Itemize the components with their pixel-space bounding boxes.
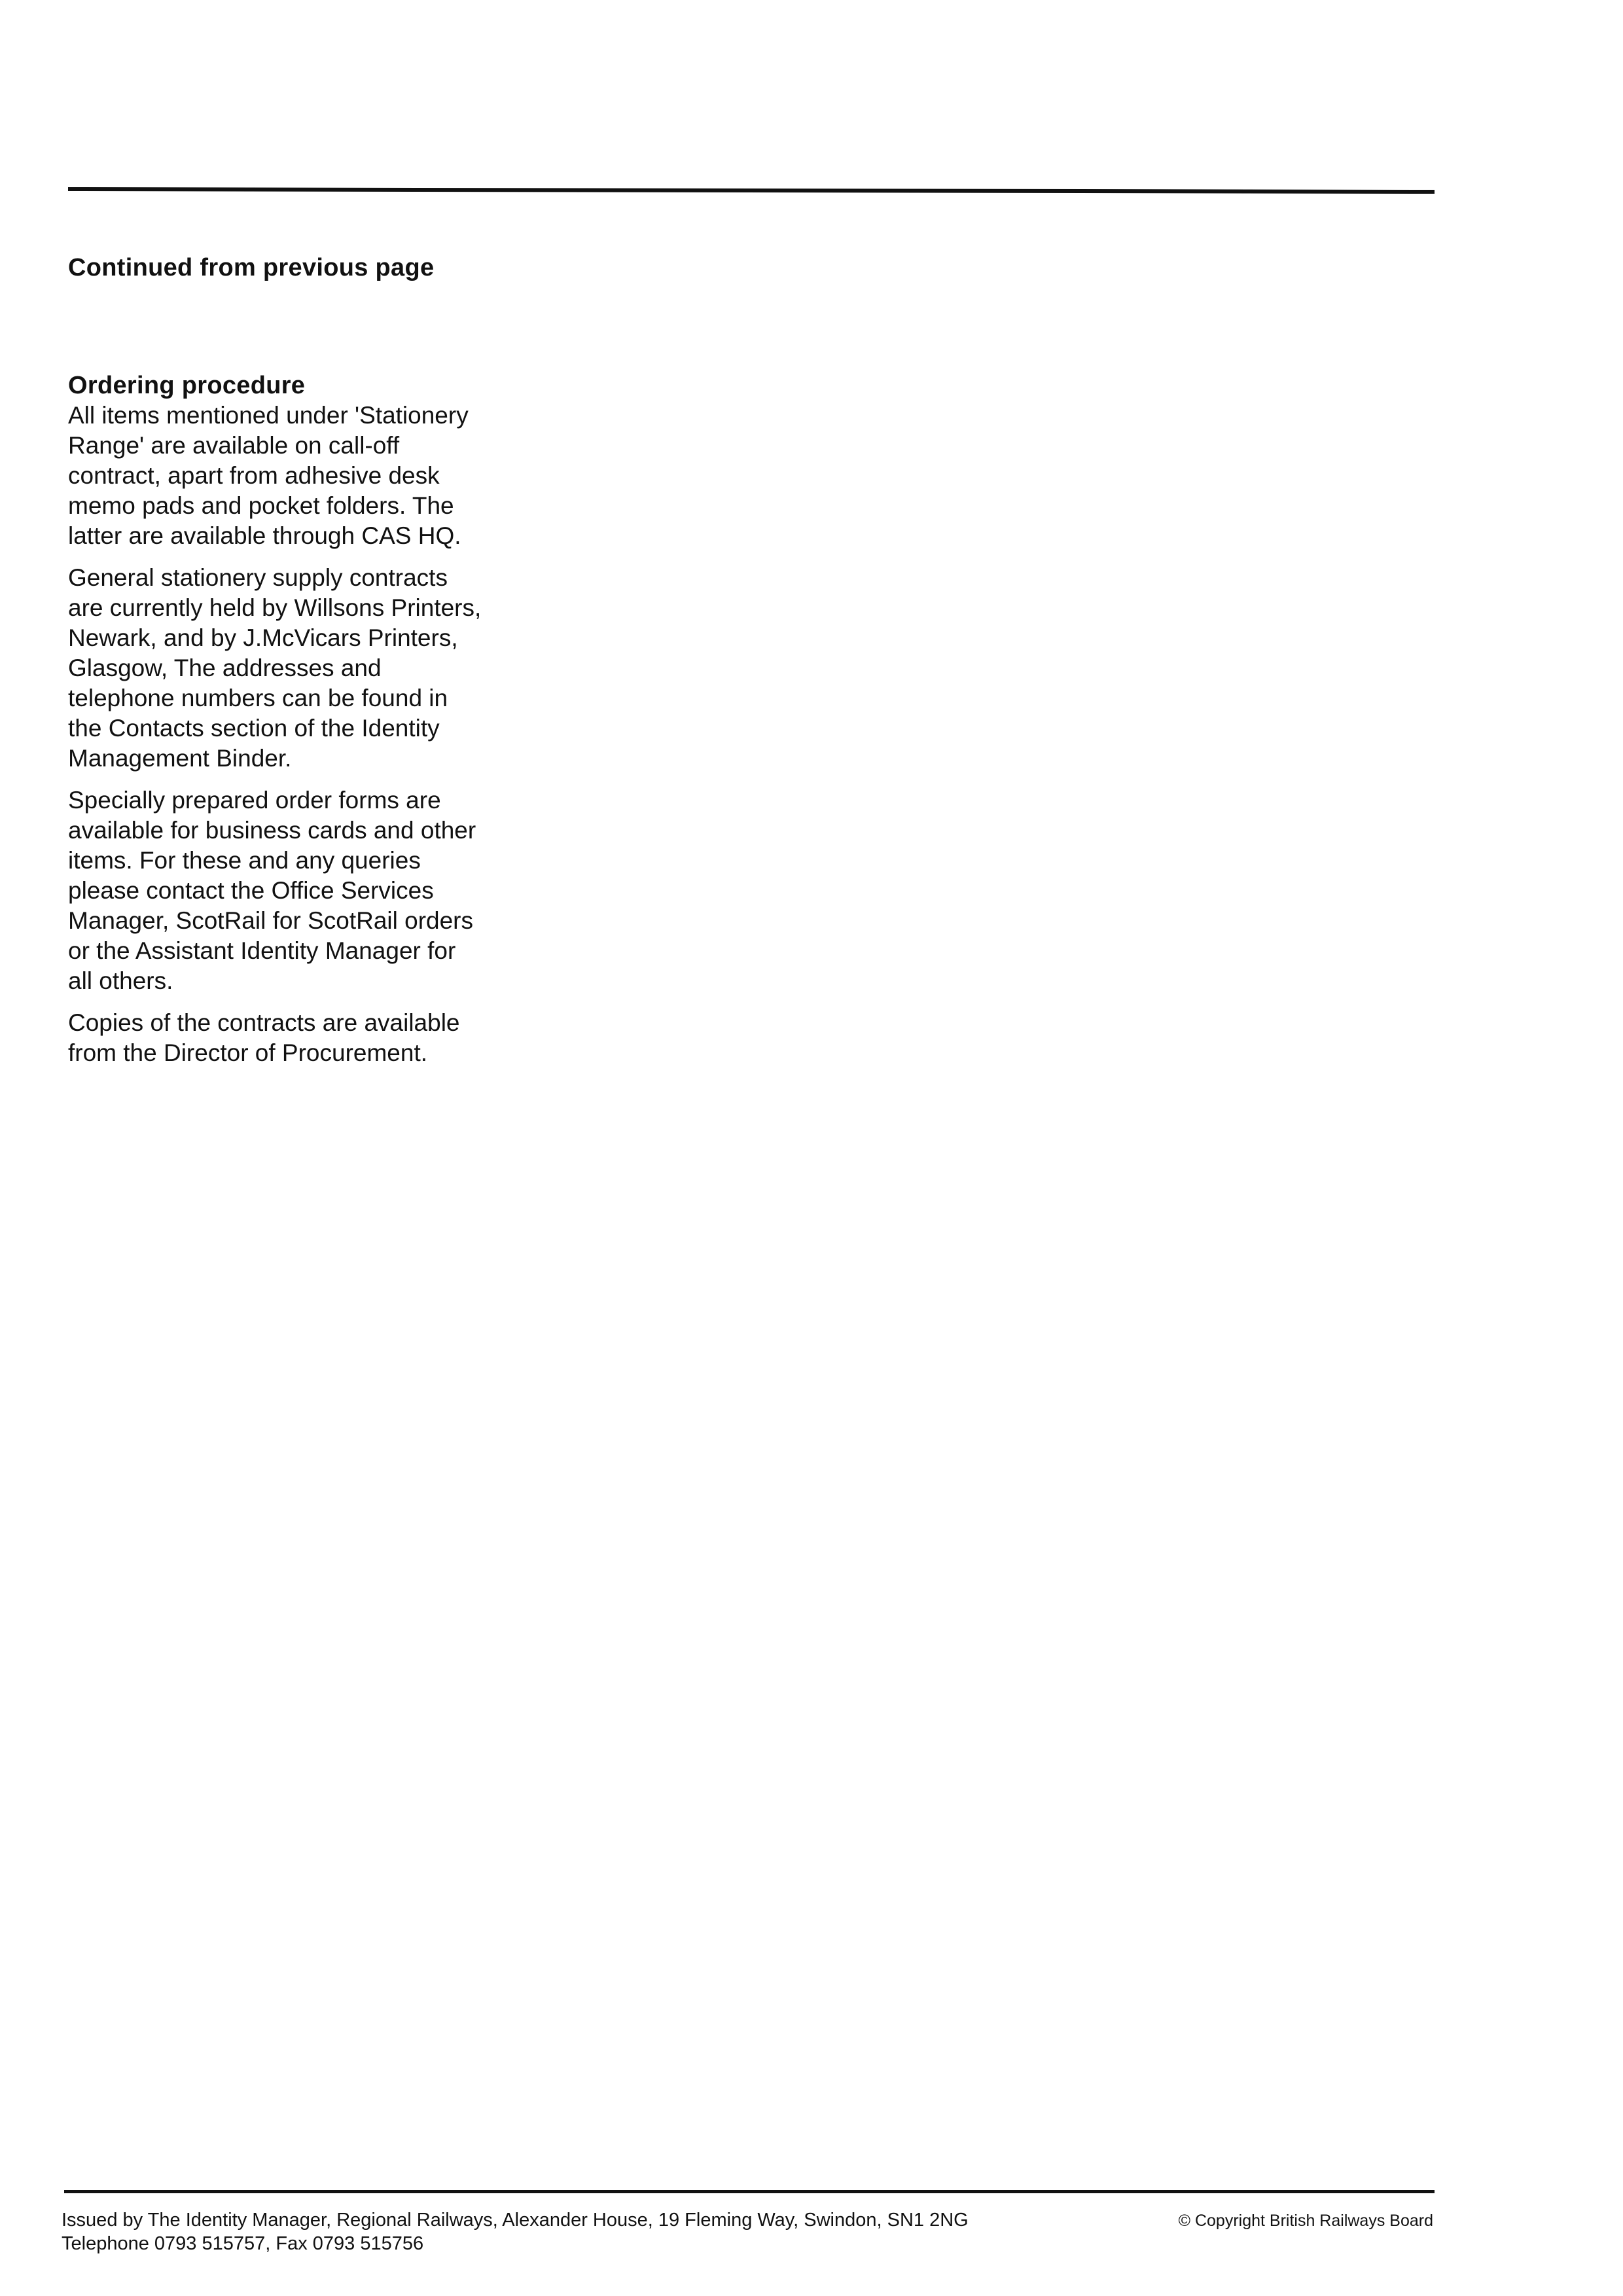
footer-telephone: Telephone 0793 515757, Fax 0793 515756 xyxy=(62,2233,424,2254)
paragraph-order-forms: Specially prepared order forms are available for business cards and other items. For these and any queries please contact the Office Services Manager, ScotRail for ScotRail orders or the Assistant Identity Manager for all others. xyxy=(68,787,476,994)
paragraph-call-off: All items mentioned under 'Stationery Range' are available on call-off contract, apart from adhesive desk memo pads and pocket folders. The latter are available through CAS HQ. xyxy=(68,402,469,549)
continued-label: Continued from previous page xyxy=(68,254,435,281)
footer-copyright: © Copyright British Railways Board xyxy=(1178,2212,1433,2230)
section-heading: Ordering procedure xyxy=(68,372,306,399)
ordering-section xyxy=(68,370,513,1080)
footer-rule xyxy=(64,2190,1435,2193)
header-rule xyxy=(68,187,1435,194)
paragraph-supply-contracts: General stationery supply contracts are currently held by Willsons Printers, Newark, and by J.McVicars Printers, Glasgow, The addresses and telephone numbers can be found in the Contacts section of the Identity Management Binder. xyxy=(68,564,482,772)
paragraph-contract-copies: Copies of the contracts are available from the Director of Procurement. xyxy=(68,1009,460,1066)
footer-issuer xyxy=(62,2208,969,2255)
footer-issued-by: Issued by The Identity Manager, Regional Railways, Alexander House, 19 Fleming Way, Swindon, SN1 2NG xyxy=(62,2210,969,2231)
